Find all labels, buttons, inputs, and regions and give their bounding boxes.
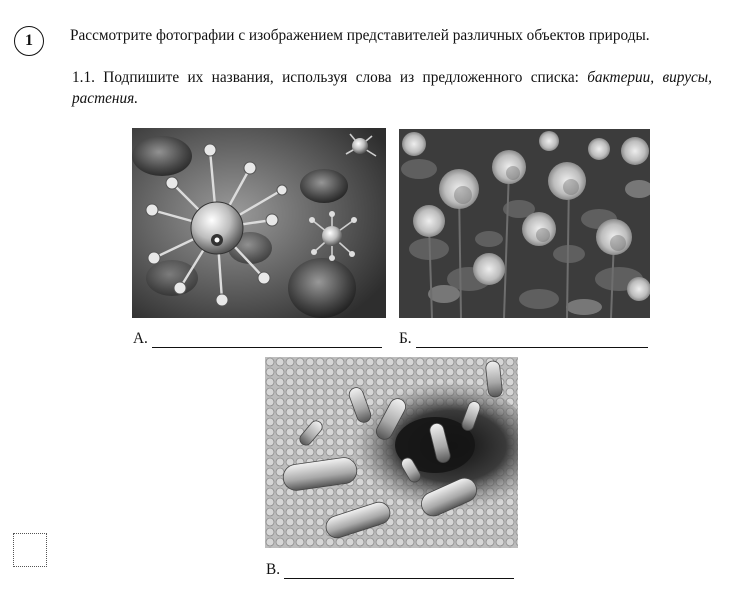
subtask-text [72,67,712,109]
photo-plants [399,129,650,318]
subtask-word-list: бактерии, вирусы, растения. [72,69,712,107]
answer-v-blank[interactable] [284,564,514,579]
task-instruction: Рассмотрите фотографии с изображением представителей различных объектов природы. [70,27,650,44]
photo-bacteria [265,357,518,548]
answer-a-blank[interactable] [152,333,382,348]
answer-line-v [266,561,514,579]
answer-a-label: А. [133,330,148,347]
answer-v-label: В. [266,561,281,578]
answer-b-label: Б. [399,330,412,347]
score-box[interactable] [13,533,47,567]
subtask-prefix: 1.1. Подпишите их названия, используя слова из предложенного списка: [72,69,588,86]
photo-viruses [132,128,386,318]
answer-line-b [399,330,648,348]
answer-line-a [133,330,382,348]
task-number-badge: 1 [14,26,44,56]
answer-b-blank[interactable] [416,333,648,348]
